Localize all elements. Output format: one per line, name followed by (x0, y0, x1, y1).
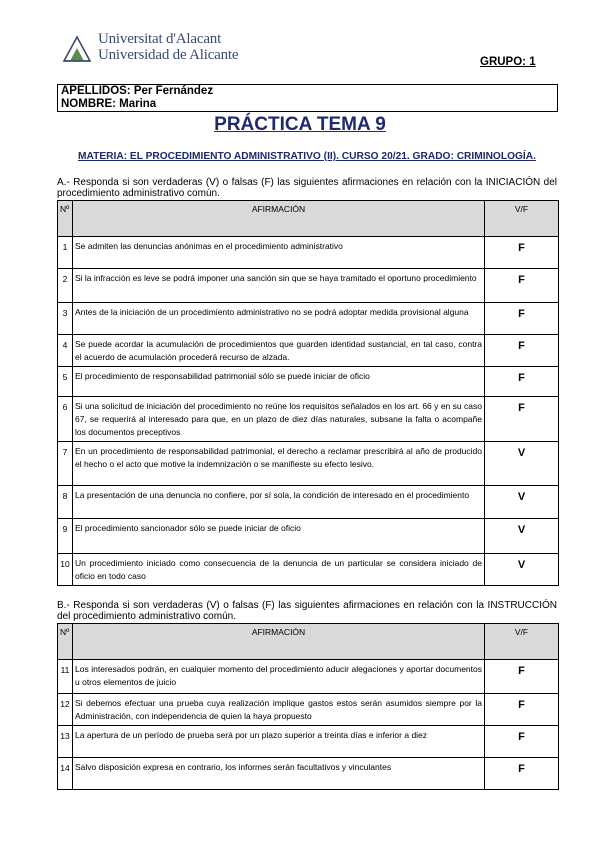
column-header-number: Nº (58, 624, 73, 660)
answer-value: V (485, 486, 559, 519)
table-row (58, 519, 559, 554)
student-surname: APELLIDOS: Per Fernández (61, 85, 214, 97)
row-number: 4 (58, 335, 73, 367)
row-number: 1 (58, 237, 73, 269)
answer-value: F (485, 237, 559, 269)
statement-text: La apertura de un período de prueba será por un plazo superior a treinta días e inferior a diez (73, 726, 485, 758)
row-number: 2 (58, 269, 73, 303)
row-number: 11 (58, 660, 73, 694)
statement-text: Un procedimiento iniciado como consecuencia de la denuncia de un particular se considera iniciado de oficio en todo caso (73, 554, 485, 586)
statement-text: Se admiten las denuncias anónimas en el procedimiento administrativo (73, 237, 485, 269)
row-number: 12 (58, 694, 73, 726)
answer-value: F (485, 660, 559, 694)
section-a-instructions: A.- Responda si son verdaderas (V) o falsas (F) las siguientes afirmaciones en relación con la INICIACIÓN del procedimiento administrativo común. (57, 177, 557, 199)
section-b-rows (58, 660, 559, 790)
section-b-table (57, 623, 559, 790)
section-a-rows (58, 237, 559, 586)
answer-value: F (485, 397, 559, 442)
row-number: 9 (58, 519, 73, 554)
subject-line: MATERIA: EL PROCEDIMIENTO ADMINISTRATIVO (II). CURSO 20/21. GRADO: CRIMINOLOGÍA. (78, 151, 536, 162)
statement-text: Se puede acordar la acumulación de procedimientos que guarden identidad sustancial, en tal caso, contra el acuerdo de acumulación procederá recurso de alzada. (73, 335, 485, 367)
row-number: 3 (58, 303, 73, 335)
answer-value: F (485, 269, 559, 303)
table-row (58, 303, 559, 335)
answer-value: V (485, 519, 559, 554)
section-b-instructions: B.- Responda si son verdaderas (V) o falsas (F) las siguientes afirmaciones en relación con la INSTRUCCIÓN del procedimiento administrativo común. (57, 600, 557, 622)
row-number: 7 (58, 442, 73, 486)
column-header-true-false: V/F (485, 624, 559, 660)
table-header-row (58, 624, 559, 660)
table-row (58, 237, 559, 269)
row-number: 5 (58, 367, 73, 397)
answer-value: F (485, 726, 559, 758)
table-row (58, 660, 559, 694)
page-title: PRÁCTICA TEMA 9 (214, 114, 386, 135)
table-row (58, 269, 559, 303)
table-row (58, 554, 559, 586)
column-header-statement: AFIRMACIÓN (73, 201, 485, 237)
table-header-row (58, 201, 559, 237)
statement-text: Antes de la iniciación de un procedimiento administrativo no se podrá adoptar medida provisional alguna (73, 303, 485, 335)
table-row (58, 335, 559, 367)
section-a-table (57, 200, 559, 586)
table-row (58, 442, 559, 486)
table-row (58, 758, 559, 790)
statement-text: Si la infracción es leve se podrá imponer una sanción sin que se haya tramitado el oportuno procedimiento (73, 269, 485, 303)
row-number: 14 (58, 758, 73, 790)
table-row (58, 397, 559, 442)
university-name-valencian: Universitat d'Alacant (98, 31, 222, 47)
statement-text: En un procedimiento de responsabilidad patrimonial, el derecho a reclamar prescribirá al año de producido el hecho o el acto que motive la indemnización o se manifieste su efecto lesivo. (73, 442, 485, 486)
table-row (58, 726, 559, 758)
group-label: GRUPO: 1 (480, 56, 536, 68)
university-logo (62, 31, 262, 69)
column-header-number: Nº (58, 201, 73, 237)
answer-value: F (485, 335, 559, 367)
answer-value: V (485, 442, 559, 486)
answer-value: F (485, 758, 559, 790)
university-name-spanish: Universidad de Alicante (98, 47, 239, 63)
answer-value: V (485, 554, 559, 586)
statement-text: Si debemos efectuar una prueba cuya realización implique gastos estos serán asumidos siempre por la Administración, con independencia de quien la haya propuesto (73, 694, 485, 726)
statement-text: Los interesados podrán, en cualquier momento del procedimiento aducir alegaciones y aportar documentos u otros elementos de juicio (73, 660, 485, 694)
table-row (58, 694, 559, 726)
student-info-box (57, 84, 558, 112)
answer-value: F (485, 303, 559, 335)
column-header-statement: AFIRMACIÓN (73, 624, 485, 660)
university-emblem-icon (62, 33, 92, 63)
column-header-true-false: V/F (485, 201, 559, 237)
statement-text: El procedimiento de responsabilidad patrimonial sólo se puede iniciar de oficio (73, 367, 485, 397)
row-number: 8 (58, 486, 73, 519)
statement-text: Salvo disposición expresa en contrario, los informes serán facultativos y vinculantes (73, 758, 485, 790)
answer-value: F (485, 694, 559, 726)
row-number: 10 (58, 554, 73, 586)
row-number: 6 (58, 397, 73, 442)
statement-text: Si una solicitud de iniciación del procedimiento no reúne los requisitos señalados en los art. 66 y en su caso 67, se requerirá al interesado para que, en un plazo de diez días naturales, subsane la falta o acompañe los documentos preceptivos (73, 397, 485, 442)
row-number: 13 (58, 726, 73, 758)
answer-value: F (485, 367, 559, 397)
statement-text: El procedimiento sancionador sólo se puede iniciar de oficio (73, 519, 485, 554)
student-name: NOMBRE: Marina (61, 98, 157, 110)
table-row (58, 486, 559, 519)
statement-text: La presentación de una denuncia no confiere, por sí sola, la condición de interesado en el procedimiento (73, 486, 485, 519)
table-row (58, 367, 559, 397)
